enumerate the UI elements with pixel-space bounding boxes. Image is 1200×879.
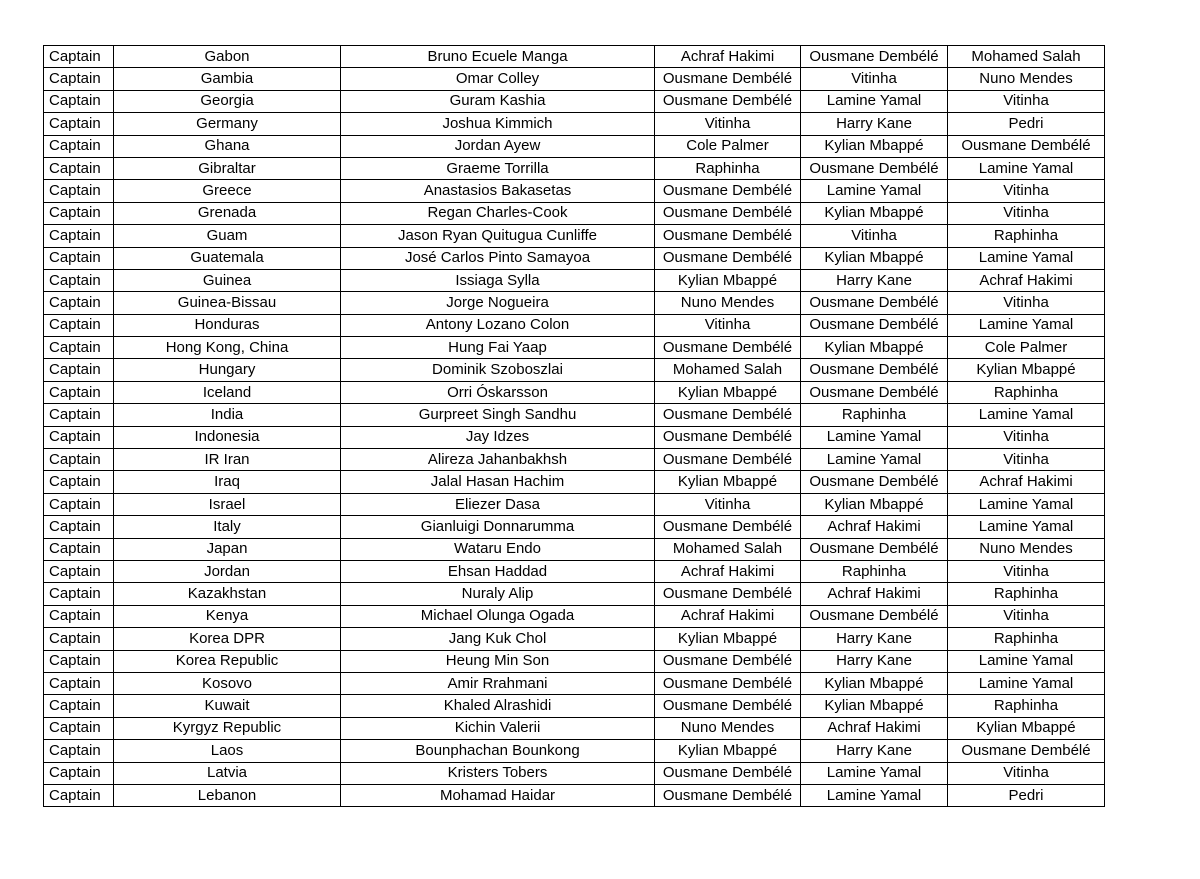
- first-choice-cell: Ousmane Dembélé: [655, 247, 801, 269]
- voter-cell: Jason Ryan Quitugua Cunliffe: [341, 225, 655, 247]
- first-choice-cell: Achraf Hakimi: [655, 605, 801, 627]
- second-choice-cell: Ousmane Dembélé: [801, 381, 948, 403]
- first-choice-cell: Achraf Hakimi: [655, 46, 801, 68]
- table-row: [44, 650, 1105, 672]
- country-cell: Grenada: [114, 202, 341, 224]
- table-row: [44, 225, 1105, 247]
- voter-cell: Heung Min Son: [341, 650, 655, 672]
- country-cell: Korea DPR: [114, 628, 341, 650]
- table-row: [44, 605, 1105, 627]
- second-choice-cell: Achraf Hakimi: [801, 717, 948, 739]
- voter-cell: Hung Fai Yaap: [341, 337, 655, 359]
- country-cell: Gambia: [114, 68, 341, 90]
- table-row: [44, 426, 1105, 448]
- votes-table: [43, 45, 1105, 807]
- table-row: [44, 717, 1105, 739]
- second-choice-cell: Kylian Mbappé: [801, 202, 948, 224]
- voter-cell: José Carlos Pinto Samayoa: [341, 247, 655, 269]
- role-cell: Captain: [44, 560, 114, 582]
- third-choice-cell: Raphinha: [948, 225, 1105, 247]
- first-choice-cell: Raphinha: [655, 157, 801, 179]
- third-choice-cell: Lamine Yamal: [948, 247, 1105, 269]
- first-choice-cell: Mohamed Salah: [655, 359, 801, 381]
- first-choice-cell: Ousmane Dembélé: [655, 68, 801, 90]
- first-choice-cell: Kylian Mbappé: [655, 628, 801, 650]
- table-row: [44, 337, 1105, 359]
- third-choice-cell: Vitinha: [948, 202, 1105, 224]
- second-choice-cell: Kylian Mbappé: [801, 493, 948, 515]
- country-cell: Laos: [114, 740, 341, 762]
- role-cell: Captain: [44, 449, 114, 471]
- voter-cell: Khaled Alrashidi: [341, 695, 655, 717]
- third-choice-cell: Vitinha: [948, 426, 1105, 448]
- second-choice-cell: Lamine Yamal: [801, 426, 948, 448]
- role-cell: Captain: [44, 247, 114, 269]
- first-choice-cell: Ousmane Dembélé: [655, 426, 801, 448]
- first-choice-cell: Ousmane Dembélé: [655, 180, 801, 202]
- third-choice-cell: Vitinha: [948, 90, 1105, 112]
- voter-cell: Jorge Nogueira: [341, 292, 655, 314]
- country-cell: Kazakhstan: [114, 583, 341, 605]
- voter-cell: Jordan Ayew: [341, 135, 655, 157]
- role-cell: Captain: [44, 90, 114, 112]
- second-choice-cell: Lamine Yamal: [801, 784, 948, 806]
- role-cell: Captain: [44, 628, 114, 650]
- voter-cell: Jang Kuk Chol: [341, 628, 655, 650]
- table-row: [44, 292, 1105, 314]
- country-cell: Kosovo: [114, 672, 341, 694]
- table-row: [44, 471, 1105, 493]
- voter-cell: Eliezer Dasa: [341, 493, 655, 515]
- third-choice-cell: Nuno Mendes: [948, 538, 1105, 560]
- third-choice-cell: Achraf Hakimi: [948, 471, 1105, 493]
- second-choice-cell: Kylian Mbappé: [801, 247, 948, 269]
- first-choice-cell: Ousmane Dembélé: [655, 516, 801, 538]
- third-choice-cell: Lamine Yamal: [948, 493, 1105, 515]
- country-cell: IR Iran: [114, 449, 341, 471]
- third-choice-cell: Lamine Yamal: [948, 157, 1105, 179]
- voter-cell: Kichin Valerii: [341, 717, 655, 739]
- voter-cell: Nuraly Alip: [341, 583, 655, 605]
- table-row: [44, 247, 1105, 269]
- voter-cell: Gurpreet Singh Sandhu: [341, 404, 655, 426]
- third-choice-cell: Raphinha: [948, 628, 1105, 650]
- country-cell: Jordan: [114, 560, 341, 582]
- country-cell: Japan: [114, 538, 341, 560]
- table-row: [44, 493, 1105, 515]
- table-row: [44, 359, 1105, 381]
- role-cell: Captain: [44, 113, 114, 135]
- role-cell: Captain: [44, 672, 114, 694]
- first-choice-cell: Kylian Mbappé: [655, 471, 801, 493]
- third-choice-cell: Lamine Yamal: [948, 650, 1105, 672]
- second-choice-cell: Ousmane Dembélé: [801, 605, 948, 627]
- voter-cell: Regan Charles-Cook: [341, 202, 655, 224]
- first-choice-cell: Vitinha: [655, 493, 801, 515]
- second-choice-cell: Kylian Mbappé: [801, 695, 948, 717]
- second-choice-cell: Lamine Yamal: [801, 180, 948, 202]
- role-cell: Captain: [44, 404, 114, 426]
- second-choice-cell: Harry Kane: [801, 650, 948, 672]
- second-choice-cell: Ousmane Dembélé: [801, 314, 948, 336]
- first-choice-cell: Achraf Hakimi: [655, 560, 801, 582]
- third-choice-cell: Pedri: [948, 113, 1105, 135]
- first-choice-cell: Vitinha: [655, 113, 801, 135]
- role-cell: Captain: [44, 740, 114, 762]
- third-choice-cell: Pedri: [948, 784, 1105, 806]
- table-row: [44, 202, 1105, 224]
- country-cell: Lebanon: [114, 784, 341, 806]
- role-cell: Captain: [44, 68, 114, 90]
- country-cell: Italy: [114, 516, 341, 538]
- role-cell: Captain: [44, 269, 114, 291]
- second-choice-cell: Kylian Mbappé: [801, 337, 948, 359]
- country-cell: Latvia: [114, 762, 341, 784]
- voter-cell: Wataru Endo: [341, 538, 655, 560]
- voter-cell: Ehsan Haddad: [341, 560, 655, 582]
- second-choice-cell: Lamine Yamal: [801, 449, 948, 471]
- second-choice-cell: Ousmane Dembélé: [801, 359, 948, 381]
- country-cell: Guinea-Bissau: [114, 292, 341, 314]
- first-choice-cell: Vitinha: [655, 314, 801, 336]
- role-cell: Captain: [44, 46, 114, 68]
- third-choice-cell: Lamine Yamal: [948, 516, 1105, 538]
- first-choice-cell: Kylian Mbappé: [655, 269, 801, 291]
- second-choice-cell: Harry Kane: [801, 269, 948, 291]
- first-choice-cell: Kylian Mbappé: [655, 740, 801, 762]
- second-choice-cell: Lamine Yamal: [801, 762, 948, 784]
- third-choice-cell: Vitinha: [948, 560, 1105, 582]
- country-cell: Korea Republic: [114, 650, 341, 672]
- votes-table-body: [44, 46, 1105, 807]
- role-cell: Captain: [44, 180, 114, 202]
- table-row: [44, 68, 1105, 90]
- role-cell: Captain: [44, 583, 114, 605]
- table-row: [44, 314, 1105, 336]
- role-cell: Captain: [44, 717, 114, 739]
- first-choice-cell: Nuno Mendes: [655, 717, 801, 739]
- country-cell: Greece: [114, 180, 341, 202]
- voter-cell: Omar Colley: [341, 68, 655, 90]
- table-row: [44, 672, 1105, 694]
- second-choice-cell: Ousmane Dembélé: [801, 538, 948, 560]
- third-choice-cell: Kylian Mbappé: [948, 717, 1105, 739]
- role-cell: Captain: [44, 225, 114, 247]
- country-cell: Israel: [114, 493, 341, 515]
- first-choice-cell: Kylian Mbappé: [655, 381, 801, 403]
- second-choice-cell: Achraf Hakimi: [801, 516, 948, 538]
- voter-cell: Mohamad Haidar: [341, 784, 655, 806]
- second-choice-cell: Harry Kane: [801, 628, 948, 650]
- third-choice-cell: Lamine Yamal: [948, 404, 1105, 426]
- voter-cell: Joshua Kimmich: [341, 113, 655, 135]
- second-choice-cell: Harry Kane: [801, 113, 948, 135]
- country-cell: Kuwait: [114, 695, 341, 717]
- table-row: [44, 695, 1105, 717]
- third-choice-cell: Raphinha: [948, 583, 1105, 605]
- third-choice-cell: Vitinha: [948, 292, 1105, 314]
- third-choice-cell: Cole Palmer: [948, 337, 1105, 359]
- first-choice-cell: Ousmane Dembélé: [655, 583, 801, 605]
- country-cell: India: [114, 404, 341, 426]
- role-cell: Captain: [44, 157, 114, 179]
- table-row: [44, 180, 1105, 202]
- third-choice-cell: Achraf Hakimi: [948, 269, 1105, 291]
- role-cell: Captain: [44, 314, 114, 336]
- voter-cell: Antony Lozano Colon: [341, 314, 655, 336]
- role-cell: Captain: [44, 202, 114, 224]
- table-row: [44, 113, 1105, 135]
- voter-cell: Kristers Tobers: [341, 762, 655, 784]
- second-choice-cell: Lamine Yamal: [801, 90, 948, 112]
- voter-cell: Alireza Jahanbakhsh: [341, 449, 655, 471]
- voter-cell: Jay Idzes: [341, 426, 655, 448]
- third-choice-cell: Kylian Mbappé: [948, 359, 1105, 381]
- first-choice-cell: Ousmane Dembélé: [655, 695, 801, 717]
- second-choice-cell: Harry Kane: [801, 740, 948, 762]
- role-cell: Captain: [44, 605, 114, 627]
- second-choice-cell: Ousmane Dembélé: [801, 292, 948, 314]
- third-choice-cell: Vitinha: [948, 762, 1105, 784]
- voter-cell: Dominik Szoboszlai: [341, 359, 655, 381]
- first-choice-cell: Ousmane Dembélé: [655, 784, 801, 806]
- role-cell: Captain: [44, 381, 114, 403]
- country-cell: Gibraltar: [114, 157, 341, 179]
- first-choice-cell: Nuno Mendes: [655, 292, 801, 314]
- voter-cell: Jalal Hasan Hachim: [341, 471, 655, 493]
- table-row: [44, 560, 1105, 582]
- third-choice-cell: Vitinha: [948, 605, 1105, 627]
- second-choice-cell: Kylian Mbappé: [801, 672, 948, 694]
- role-cell: Captain: [44, 784, 114, 806]
- country-cell: Kenya: [114, 605, 341, 627]
- country-cell: Honduras: [114, 314, 341, 336]
- country-cell: Hungary: [114, 359, 341, 381]
- country-cell: Iraq: [114, 471, 341, 493]
- table-row: [44, 628, 1105, 650]
- table-row: [44, 538, 1105, 560]
- first-choice-cell: Ousmane Dembélé: [655, 762, 801, 784]
- third-choice-cell: Ousmane Dembélé: [948, 135, 1105, 157]
- voter-cell: Issiaga Sylla: [341, 269, 655, 291]
- first-choice-cell: Cole Palmer: [655, 135, 801, 157]
- role-cell: Captain: [44, 135, 114, 157]
- role-cell: Captain: [44, 292, 114, 314]
- country-cell: Ghana: [114, 135, 341, 157]
- table-row: [44, 404, 1105, 426]
- first-choice-cell: Ousmane Dembélé: [655, 225, 801, 247]
- third-choice-cell: Ousmane Dembélé: [948, 740, 1105, 762]
- third-choice-cell: Raphinha: [948, 381, 1105, 403]
- role-cell: Captain: [44, 359, 114, 381]
- table-row: [44, 516, 1105, 538]
- country-cell: Georgia: [114, 90, 341, 112]
- second-choice-cell: Raphinha: [801, 404, 948, 426]
- first-choice-cell: Ousmane Dembélé: [655, 337, 801, 359]
- third-choice-cell: Lamine Yamal: [948, 314, 1105, 336]
- voter-cell: Amir Rrahmani: [341, 672, 655, 694]
- first-choice-cell: Ousmane Dembélé: [655, 404, 801, 426]
- role-cell: Captain: [44, 426, 114, 448]
- country-cell: Kyrgyz Republic: [114, 717, 341, 739]
- country-cell: Iceland: [114, 381, 341, 403]
- table-row: [44, 762, 1105, 784]
- role-cell: Captain: [44, 762, 114, 784]
- table-row: [44, 381, 1105, 403]
- voter-cell: Guram Kashia: [341, 90, 655, 112]
- role-cell: Captain: [44, 337, 114, 359]
- role-cell: Captain: [44, 695, 114, 717]
- first-choice-cell: Ousmane Dembélé: [655, 202, 801, 224]
- role-cell: Captain: [44, 650, 114, 672]
- table-row: [44, 583, 1105, 605]
- first-choice-cell: Ousmane Dembélé: [655, 650, 801, 672]
- third-choice-cell: Lamine Yamal: [948, 672, 1105, 694]
- voter-cell: Anastasios Bakasetas: [341, 180, 655, 202]
- first-choice-cell: Ousmane Dembélé: [655, 449, 801, 471]
- voter-cell: Gianluigi Donnarumma: [341, 516, 655, 538]
- third-choice-cell: Vitinha: [948, 180, 1105, 202]
- voter-cell: Orri Óskarsson: [341, 381, 655, 403]
- voter-cell: Michael Olunga Ogada: [341, 605, 655, 627]
- country-cell: Indonesia: [114, 426, 341, 448]
- first-choice-cell: Mohamed Salah: [655, 538, 801, 560]
- role-cell: Captain: [44, 493, 114, 515]
- third-choice-cell: Mohamed Salah: [948, 46, 1105, 68]
- third-choice-cell: Raphinha: [948, 695, 1105, 717]
- role-cell: Captain: [44, 471, 114, 493]
- role-cell: Captain: [44, 538, 114, 560]
- voter-cell: Graeme Torrilla: [341, 157, 655, 179]
- first-choice-cell: Ousmane Dembélé: [655, 672, 801, 694]
- role-cell: Captain: [44, 516, 114, 538]
- third-choice-cell: Vitinha: [948, 449, 1105, 471]
- second-choice-cell: Ousmane Dembélé: [801, 471, 948, 493]
- voter-cell: Bruno Ecuele Manga: [341, 46, 655, 68]
- table-row: [44, 135, 1105, 157]
- country-cell: Guinea: [114, 269, 341, 291]
- first-choice-cell: Ousmane Dembélé: [655, 90, 801, 112]
- second-choice-cell: Ousmane Dembélé: [801, 157, 948, 179]
- table-row: [44, 157, 1105, 179]
- voter-cell: Bounphachan Bounkong: [341, 740, 655, 762]
- table-row: [44, 269, 1105, 291]
- second-choice-cell: Raphinha: [801, 560, 948, 582]
- country-cell: Hong Kong, China: [114, 337, 341, 359]
- third-choice-cell: Nuno Mendes: [948, 68, 1105, 90]
- table-row: [44, 740, 1105, 762]
- table-row: [44, 784, 1105, 806]
- table-row: [44, 90, 1105, 112]
- second-choice-cell: Achraf Hakimi: [801, 583, 948, 605]
- country-cell: Germany: [114, 113, 341, 135]
- second-choice-cell: Vitinha: [801, 68, 948, 90]
- country-cell: Guatemala: [114, 247, 341, 269]
- second-choice-cell: Kylian Mbappé: [801, 135, 948, 157]
- table-row: [44, 449, 1105, 471]
- second-choice-cell: Ousmane Dembélé: [801, 46, 948, 68]
- second-choice-cell: Vitinha: [801, 225, 948, 247]
- country-cell: Guam: [114, 225, 341, 247]
- table-row: [44, 46, 1105, 68]
- country-cell: Gabon: [114, 46, 341, 68]
